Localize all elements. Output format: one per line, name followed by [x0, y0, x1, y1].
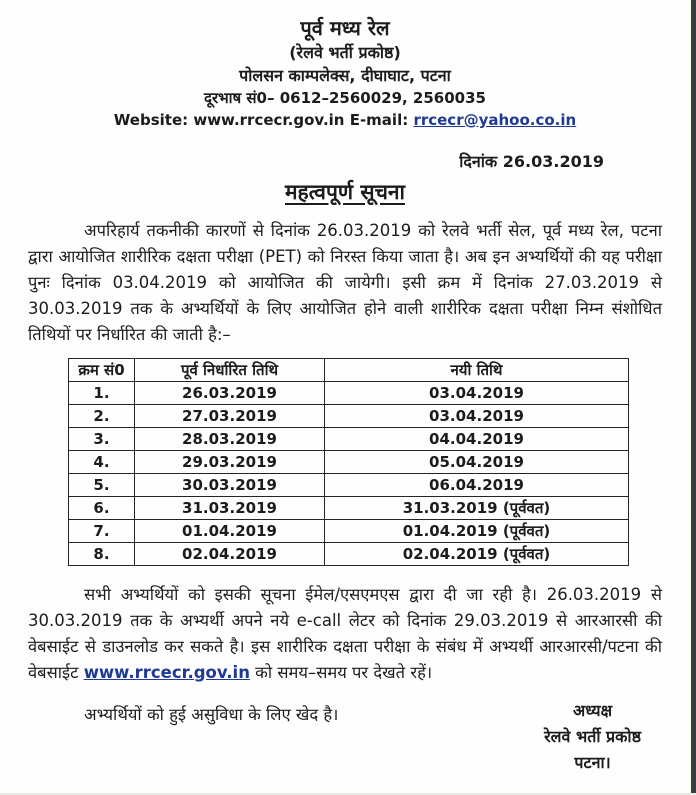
para2-text-before: सभी अभ्यर्थियों को इसकी सूचना ईमेल/एसएमएस द्वारा दी जा रही है। 26.03.2019 से 30.03.2019 तक के अभ्यर्थी अपने नये e-call लेटर को दिनांक 29.03.2019 से आरआरसी की वेबसाईट से डाउनलोड कर सकते है। इस शारीरिक दक्षता परीक्षा के संबंध में अभ्यर्थी आरआरसी/पटना की वेबसाईट	[28, 584, 662, 682]
scan-edge-right	[691, 0, 696, 793]
table-header-row	[69, 358, 629, 381]
table-row: 5. 30.03.2019 06.04.2019	[69, 473, 629, 496]
office-address: पोलसन काम्पलेक्स, दीघाघाट, पटना	[239, 66, 451, 85]
website-url: www.rrcecr.gov.in	[193, 110, 345, 129]
notice-title: महत्वपूर्ण सूचना	[285, 179, 405, 204]
email-link[interactable]: rrcecr@yahoo.co.in	[413, 110, 577, 129]
table-row: 8. 02.04.2019 02.04.2019 (पूर्ववत)	[69, 542, 629, 565]
department-name: (रेलवे भर्ती प्रकोष्ठ)	[289, 43, 401, 62]
col-header-old-date: पूर्व निर्धारित तिथि	[135, 358, 325, 381]
signature-block	[544, 698, 641, 776]
signatory-office: रेलवे भर्ती प्रकोष्ठ	[544, 727, 641, 746]
col-header-serial: क्रम सं0	[69, 358, 135, 381]
table-row: 2. 27.03.2019 03.04.2019	[69, 404, 629, 427]
email-label: E-mail:	[344, 110, 414, 129]
website-link[interactable]: www.rrcecr.gov.in	[83, 662, 250, 682]
table-row: 7. 01.04.2019 01.04.2019 (पूर्ववत)	[69, 519, 629, 542]
table-row: 1. 26.03.2019 03.04.2019	[69, 381, 629, 404]
notice-date: दिनांक 26.03.2019	[459, 151, 604, 171]
table-row: 6. 31.03.2019 31.03.2019 (पूर्ववत)	[69, 496, 629, 519]
para2-text-after: को समय–समय पर देखते रहें।	[249, 662, 433, 682]
paragraph-cancellation: अपरिहार्य तकनीकी कारणों से दिनांक 26.03.2019 को रेलवे भर्ती सेल, पूर्व मध्य रेल, पटना द्वारा आयोजित शारीरिक दक्षता परीक्षा (PET) को निरस्त किया जाता है। अब इन अभ्यर्थियों की यह परीक्षा पुनः दिनांक 03.04.2019 को आयोजित की जायेगी। इसी क्रम में दिनांक 27.03.2019 से 30.03.2019 तक के अभ्यर्थियों के लिए आयोजित होने वाली शारीरिक दक्षता परीक्षा निम्न संशोधित तिथियों पर निर्धारित की जाती है:–	[28, 220, 662, 344]
signatory-place: पटना।	[574, 753, 611, 772]
revised-dates-table	[68, 358, 629, 566]
col-header-new-date: नयी तिथि	[325, 358, 629, 381]
paragraph-apology: अभ्यर्थियों को हुई असुविधा के लिए खेद है।	[84, 704, 339, 724]
paragraph-notification	[28, 582, 662, 686]
letterhead	[28, 16, 662, 130]
table-row: 3. 28.03.2019 04.04.2019	[69, 427, 629, 450]
signatory-designation: अध्यक्ष	[573, 701, 613, 720]
table-row: 4. 29.03.2019 05.04.2019	[69, 450, 629, 473]
contact-line	[28, 111, 662, 130]
organization-name: पूर्व मध्य रेल	[300, 16, 390, 40]
website-label: Website:	[113, 110, 194, 129]
phone-numbers: दूरभाष सं0– 0612–2560029, 2560035	[203, 89, 486, 107]
